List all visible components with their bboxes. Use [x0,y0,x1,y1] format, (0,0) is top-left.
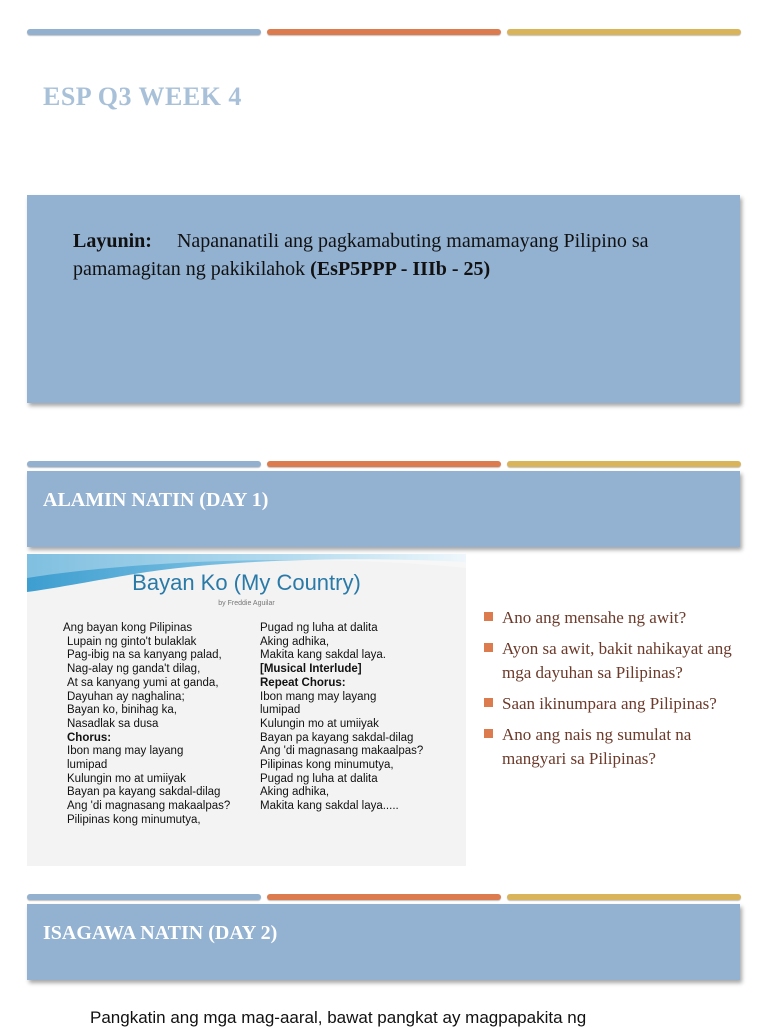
stripe-orange [267,894,501,900]
question-text: Ano ang mensahe ng awit? [502,608,687,627]
lyric-line: Nasadlak sa dusa [67,717,159,730]
square-bullet-icon [484,698,493,707]
lyric-line: Kulungin mo at umiiyak [260,717,379,730]
lyric-line: Ang 'di magnasang makaalpas? [67,800,231,813]
stripe-gold [507,461,741,467]
stripe-gold [507,29,741,35]
lyrics-column-right [260,622,423,814]
page-title: ESP Q3 WEEK 4 [43,82,242,111]
lyric-line: Kulungin mo at umiiyak [67,772,186,785]
lyric-line: Bayan pa kayang sakdal-dilag [67,786,221,799]
question-item [484,723,734,771]
stripe-blue [27,29,261,35]
question-text: Ayon sa awit, bakit nahikayat ang mga dayuhan sa Pilipinas? [502,639,732,682]
lyric-line: Ibon mang may layang [67,745,184,758]
lyric-line: Ang bayan kong Pilipinas [63,622,193,634]
section-header-alamin [27,471,740,547]
section-title: ISAGAWA NATIN (DAY 2) [43,922,278,944]
question-list [484,606,734,778]
song-byline: by Freddie Aguilar [218,600,275,607]
stripe-orange [267,29,501,35]
question-text: Saan ikinumpara ang Pilipinas? [502,694,717,713]
lyric-line: Chorus: [67,731,112,744]
square-bullet-icon [484,612,493,621]
objective-panel [27,195,740,403]
stripe-blue [27,894,261,900]
objective-label: Layunin: [73,230,152,252]
lyric-line: Dayuhan ay naghalina; [67,690,185,703]
stripe-gold [507,894,741,900]
accent-stripes-section1 [27,461,741,469]
accent-stripes-section2 [27,894,741,902]
lyric-line: [Musical Interlude] [260,663,362,676]
song-title: Bayan Ko (My Country) [132,570,361,595]
lyric-line: Pilipinas kong minumutya, [260,759,394,772]
objective-code: (EsP5PPP - IIIb - 25) [310,258,491,280]
lyric-line: Makita kang sakdal laya..... [260,800,399,813]
lyrics-column-left [63,622,230,828]
lyric-line: Pugad ng luha at dalita [260,622,378,634]
lyric-line: Bayan pa kayang sakdal-dilag [260,731,414,744]
lyric-line: Aking adhika, [260,786,330,799]
lyric-line: Ang 'di magnasang makaalpas? [260,745,424,758]
lyric-line: Ibon mang may layang [260,690,377,703]
lyric-line: At sa kanyang yumi at ganda, [67,676,219,689]
lyric-line: Makita kang sakdal laya. [260,649,386,662]
question-item [484,692,734,716]
lyric-line: Pugad ng luha at dalita [260,772,378,785]
objective-text [73,227,673,283]
lyric-line: Nag-alay ng ganda't dilag, [67,663,201,676]
lyric-line: Bayan ko, binihag ka, [67,704,177,717]
section-header-isagawa [27,904,740,980]
stripe-orange [267,461,501,467]
lyric-line: Pilipinas kong minumutya, [67,813,201,826]
question-item [484,637,734,685]
square-bullet-icon [484,729,493,738]
lyric-line: Aking adhika, [260,635,330,648]
song-lyrics-image [27,554,466,866]
lyric-line: lumipad [260,704,301,717]
section-title: ALAMIN NATIN (DAY 1) [43,489,269,511]
lyric-line: Lupain ng ginto't bulaklak [67,635,197,648]
objective-body: Napananatili ang pagkamabuting mamamayang Pilipino sa pamamagitan ng pakikilahok [73,230,649,280]
lyric-line: lumipad [67,759,108,772]
question-item [484,606,734,630]
square-bullet-icon [484,643,493,652]
lyric-line: Repeat Chorus: [260,676,346,689]
question-text: Ano ang nais ng sumulat na mangyari sa Pilipinas? [502,725,692,768]
stripe-blue [27,461,261,467]
lyric-line: Pag-ibig na sa kanyang palad, [67,649,222,662]
accent-stripes-top [27,29,741,37]
instruction-text: Pangkatin ang mga mag-aaral, bawat pangkat ay magpapakita ng [90,1008,587,1027]
